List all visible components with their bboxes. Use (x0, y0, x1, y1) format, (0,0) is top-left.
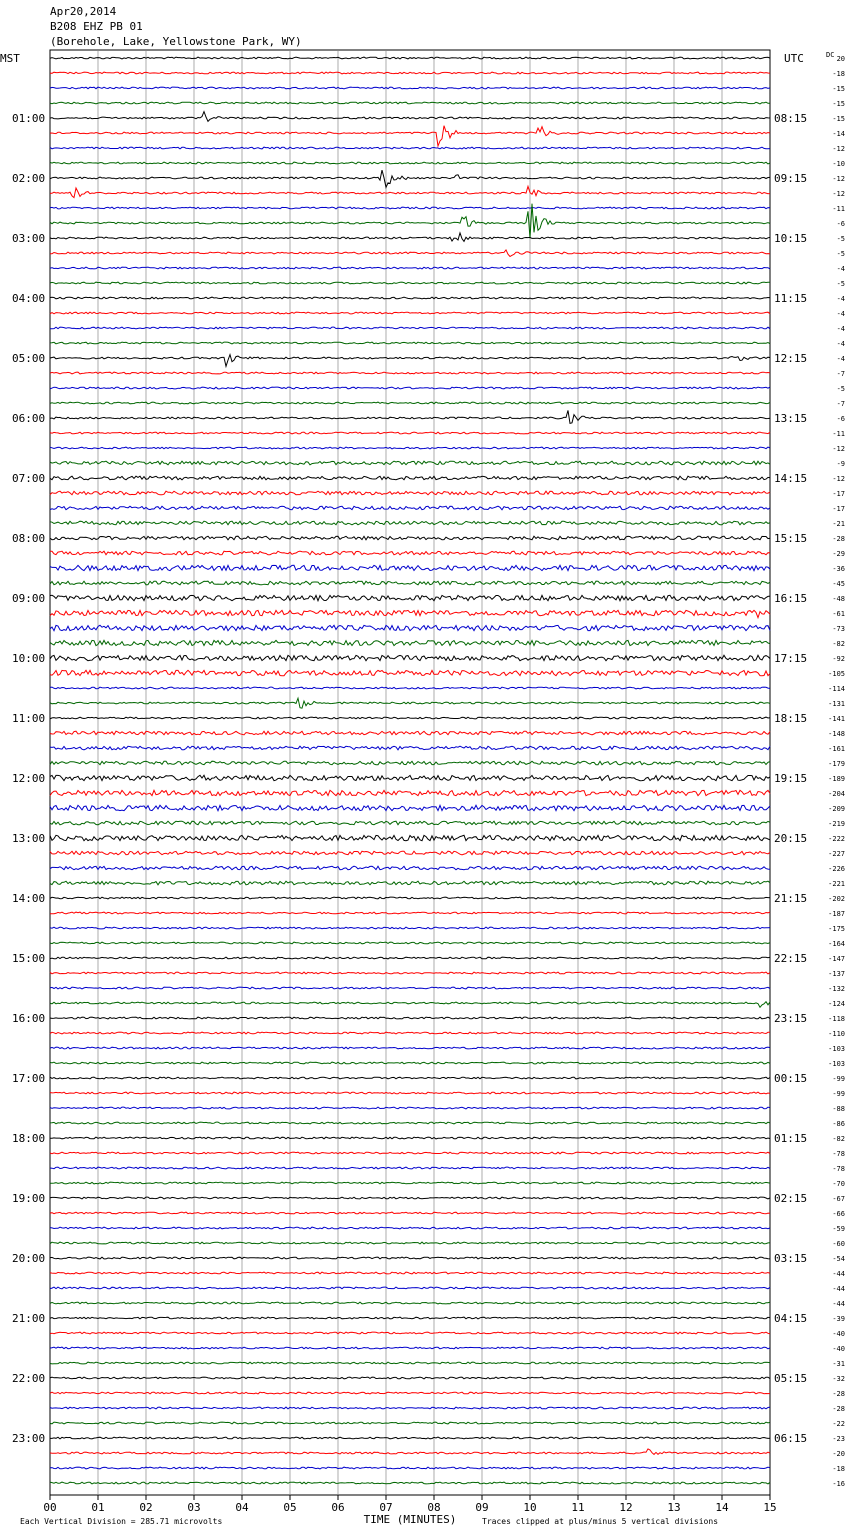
trace-47 (50, 761, 770, 765)
trace-78 (50, 1227, 770, 1229)
plot-frame (50, 50, 770, 1495)
trace-29 (50, 491, 770, 495)
dc-offset-value: -82 (832, 640, 845, 648)
x-axis-title: TIME (MINUTES) (363, 1513, 457, 1526)
utc-hour-label: 15:15 (774, 532, 808, 545)
utc-hour-label: 00:15 (774, 1072, 808, 1085)
utc-axis-label: UTC (784, 52, 804, 65)
utc-hour-label: 06:15 (774, 1432, 808, 1445)
dc-offset-value: -78 (832, 1150, 845, 1158)
trace-79 (50, 1242, 770, 1244)
trace-2 (50, 87, 770, 89)
trace-75 (50, 1182, 770, 1184)
dc-offset-value: -9 (836, 460, 845, 468)
mst-hour-label: 07:00 (12, 472, 46, 485)
mst-hour-label: 03:00 (12, 232, 46, 245)
mst-hour-label: 16:00 (12, 1012, 46, 1025)
trace-22 (50, 387, 770, 389)
dc-offset-value: -44 (832, 1300, 845, 1308)
trace-93 (50, 1449, 770, 1455)
dc-offset-value: -99 (832, 1075, 845, 1083)
dc-offset-value: -12 (832, 190, 845, 198)
dc-offset-value: -61 (832, 610, 845, 618)
mst-hour-label: 19:00 (12, 1192, 46, 1205)
trace-65 (50, 1032, 770, 1034)
trace-51 (50, 821, 770, 825)
dc-offset-value: -40 (832, 1330, 845, 1338)
dc-offset-value: -227 (828, 850, 845, 858)
plot-location: (Borehole, Lake, Yellowstone Park, WY) (50, 35, 302, 48)
trace-38 (50, 625, 770, 630)
trace-90 (50, 1407, 770, 1409)
trace-5 (50, 126, 770, 146)
trace-59 (50, 942, 770, 944)
utc-hour-label: 01:15 (774, 1132, 808, 1145)
x-tick-label: 05 (283, 1501, 297, 1514)
clip-note: Traces clipped at plus/minus 5 vertical divisions (482, 1517, 719, 1526)
mst-hour-label: 15:00 (12, 952, 46, 965)
utc-hour-label: 16:15 (774, 592, 808, 605)
dc-offset-value: -18 (832, 1465, 845, 1473)
trace-88 (50, 1377, 770, 1379)
dc-offset-value: -78 (832, 1165, 845, 1173)
dc-offset-value: -60 (832, 1240, 845, 1248)
dc-offset-value: -164 (828, 940, 845, 948)
trace-74 (50, 1167, 770, 1169)
utc-hour-label: 21:15 (774, 892, 808, 905)
trace-31 (50, 521, 770, 525)
trace-0 (50, 57, 770, 59)
x-tick-label: 09 (475, 1501, 489, 1514)
trace-84 (50, 1317, 770, 1319)
trace-56 (50, 897, 770, 899)
dc-offset-value: -114 (828, 685, 845, 693)
dc-offset-value: -110 (828, 1030, 845, 1038)
dc-offset-value: -131 (828, 700, 845, 708)
trace-19 (50, 342, 770, 344)
dc-offset-value: -14 (832, 130, 845, 138)
trace-20 (50, 355, 770, 367)
trace-76 (50, 1197, 770, 1199)
trace-30 (50, 506, 770, 510)
dc-offset-value: -161 (828, 745, 845, 753)
mst-hour-label: 21:00 (12, 1312, 46, 1325)
trace-32 (50, 536, 770, 540)
trace-69 (50, 1092, 770, 1094)
dc-offset-value: -23 (832, 1435, 845, 1443)
trace-45 (50, 731, 770, 735)
x-tick-label: 04 (235, 1501, 249, 1514)
utc-hour-label: 13:15 (774, 412, 808, 425)
x-tick-label: 14 (715, 1501, 729, 1514)
trace-54 (50, 866, 770, 870)
dc-offset-value: -202 (828, 895, 845, 903)
utc-hour-label: 20:15 (774, 832, 808, 845)
trace-1 (50, 72, 770, 74)
dc-offset-value: -148 (828, 730, 845, 738)
dc-offset-value: -40 (832, 1345, 845, 1353)
x-tick-label: 15 (763, 1501, 777, 1514)
trace-18 (50, 327, 770, 329)
x-tick-label: 01 (91, 1501, 105, 1514)
mst-hour-label: 06:00 (12, 412, 46, 425)
dc-offset-value: -28 (832, 535, 845, 543)
dc-offset-value: -16 (832, 1480, 845, 1488)
utc-hour-label: 11:15 (774, 292, 808, 305)
dc-offset-value: -219 (828, 820, 845, 828)
trace-77 (50, 1212, 770, 1214)
x-tick-label: 11 (571, 1501, 585, 1514)
utc-hour-label: 23:15 (774, 1012, 808, 1025)
dc-offset-value: -179 (828, 760, 845, 768)
trace-52 (50, 835, 770, 840)
dc-offset-value: -18 (832, 70, 845, 78)
utc-hour-label: 05:15 (774, 1372, 808, 1385)
trace-14 (50, 267, 770, 269)
trace-6 (50, 147, 770, 149)
trace-42 (50, 687, 770, 689)
mst-hour-label: 01:00 (12, 112, 46, 125)
dc-offset-value: -92 (832, 655, 845, 663)
mst-hour-label: 11:00 (12, 712, 46, 725)
dc-offset-value: -39 (832, 1315, 845, 1323)
trace-40 (50, 655, 770, 660)
trace-33 (50, 551, 770, 555)
dc-offset-value: -4 (836, 295, 845, 303)
dc-offset-value: -70 (832, 1180, 845, 1188)
mst-hour-label: 14:00 (12, 892, 46, 905)
dc-offset-value: -28 (832, 1390, 845, 1398)
dc-offset-value: -141 (828, 715, 845, 723)
trace-55 (50, 881, 770, 885)
trace-68 (50, 1077, 770, 1079)
dc-offset-value: -4 (836, 355, 845, 363)
scale-note: Each Vertical Division = 285.71 microvolts (20, 1517, 223, 1526)
trace-83 (50, 1302, 770, 1304)
dc-offset-value: -15 (832, 85, 845, 93)
trace-71 (50, 1122, 770, 1124)
trace-7 (50, 162, 770, 164)
trace-92 (50, 1437, 770, 1439)
dc-offset-value: -82 (832, 1135, 845, 1143)
trace-10 (50, 207, 770, 209)
trace-53 (50, 851, 770, 855)
utc-hour-label: 22:15 (774, 952, 808, 965)
utc-hour-label: 17:15 (774, 652, 808, 665)
dc-offset-value: -4 (836, 340, 845, 348)
plot-station: B208 EHZ PB 01 (50, 20, 143, 33)
dc-offset-value: -17 (832, 505, 845, 513)
dc-offset-value: -118 (828, 1015, 845, 1023)
dc-offset-value: -5 (836, 250, 845, 258)
trace-50 (50, 805, 770, 810)
utc-hour-label: 14:15 (774, 472, 808, 485)
dc-offset-value: -4 (836, 325, 845, 333)
dc-offset-value: -44 (832, 1270, 845, 1278)
x-tick-label: 00 (43, 1501, 57, 1514)
trace-25 (50, 432, 770, 434)
dc-offset-value: -147 (828, 955, 845, 963)
utc-hour-label: 04:15 (774, 1312, 808, 1325)
dc-offset-value: -6 (836, 220, 845, 228)
trace-15 (50, 282, 770, 284)
dc-offset-value: -226 (828, 865, 845, 873)
trace-95 (50, 1482, 770, 1484)
utc-hour-label: 10:15 (774, 232, 808, 245)
dc-offset-value: -103 (828, 1060, 845, 1068)
trace-94 (50, 1467, 770, 1469)
dc-offset-value: -67 (832, 1195, 845, 1203)
trace-67 (50, 1062, 770, 1064)
x-tick-label: 13 (667, 1501, 681, 1514)
trace-81 (50, 1272, 770, 1274)
trace-39 (50, 640, 770, 645)
mst-hour-label: 08:00 (12, 532, 46, 545)
utc-hour-label: 09:15 (774, 172, 808, 185)
trace-17 (50, 312, 770, 314)
x-tick-label: 08 (427, 1501, 441, 1514)
trace-70 (50, 1107, 770, 1109)
trace-57 (50, 912, 770, 914)
trace-26 (50, 447, 770, 449)
trace-27 (50, 461, 770, 465)
trace-35 (50, 581, 770, 585)
dc-offset-value: -28 (832, 1405, 845, 1413)
mst-hour-label: 05:00 (12, 352, 46, 365)
trace-60 (50, 957, 770, 959)
dc-offset-value: -5 (836, 385, 845, 393)
trace-3 (50, 102, 770, 104)
dc-offset-value: -132 (828, 985, 845, 993)
trace-62 (50, 987, 770, 989)
utc-hour-label: 08:15 (774, 112, 808, 125)
trace-86 (50, 1347, 770, 1349)
dc-offset-value: 20 (836, 55, 845, 63)
dc-offset-value: -7 (836, 400, 845, 408)
dc-offset-value: -204 (828, 790, 845, 798)
mst-hour-label: 04:00 (12, 292, 46, 305)
x-tick-label: 07 (379, 1501, 393, 1514)
dc-offset-value: -4 (836, 310, 845, 318)
mst-hour-label: 12:00 (12, 772, 46, 785)
utc-hour-label: 12:15 (774, 352, 808, 365)
dc-label: DC (826, 51, 835, 59)
dc-offset-value: -105 (828, 670, 845, 678)
dc-offset-value: -5 (836, 235, 845, 243)
mst-hour-label: 13:00 (12, 832, 46, 845)
mst-hour-label: 17:00 (12, 1072, 46, 1085)
utc-hour-label: 03:15 (774, 1252, 808, 1265)
dc-offset-value: -31 (832, 1360, 845, 1368)
dc-offset-value: -11 (832, 205, 845, 213)
dc-offset-value: -12 (832, 445, 845, 453)
trace-85 (50, 1332, 770, 1334)
dc-offset-value: -44 (832, 1285, 845, 1293)
dc-offset-value: -103 (828, 1045, 845, 1053)
trace-8 (50, 170, 770, 187)
dc-offset-value: -29 (832, 550, 845, 558)
dc-offset-value: -20 (832, 1450, 845, 1458)
mst-axis-label: MST (0, 52, 20, 65)
dc-offset-value: -5 (836, 280, 845, 288)
dc-offset-value: -7 (836, 370, 845, 378)
x-tick-label: 02 (139, 1501, 153, 1514)
utc-hour-label: 18:15 (774, 712, 808, 725)
trace-80 (50, 1257, 770, 1259)
dc-offset-value: -54 (832, 1255, 845, 1263)
trace-4 (50, 112, 770, 122)
dc-offset-value: -11 (832, 430, 845, 438)
trace-43 (50, 698, 770, 708)
trace-66 (50, 1047, 770, 1049)
dc-offset-value: -73 (832, 625, 845, 633)
x-tick-label: 12 (619, 1501, 633, 1514)
mst-hour-label: 18:00 (12, 1132, 46, 1145)
trace-46 (50, 746, 770, 750)
trace-21 (50, 372, 770, 374)
trace-48 (50, 775, 770, 780)
dc-offset-value: -221 (828, 880, 845, 888)
trace-34 (50, 565, 770, 570)
dc-offset-value: -15 (832, 100, 845, 108)
x-tick-label: 06 (331, 1501, 345, 1514)
dc-offset-value: -66 (832, 1210, 845, 1218)
trace-61 (50, 972, 770, 974)
trace-23 (50, 402, 770, 404)
trace-28 (50, 476, 770, 480)
dc-offset-value: -6 (836, 415, 845, 423)
utc-hour-label: 02:15 (774, 1192, 808, 1205)
mst-hour-label: 10:00 (12, 652, 46, 665)
trace-73 (50, 1152, 770, 1154)
trace-12 (50, 233, 770, 242)
dc-offset-value: -21 (832, 520, 845, 528)
trace-72 (50, 1137, 770, 1139)
trace-24 (50, 410, 770, 423)
dc-offset-value: -48 (832, 595, 845, 603)
dc-offset-value: -15 (832, 115, 845, 123)
trace-41 (50, 670, 770, 675)
dc-offset-value: -10 (832, 160, 845, 168)
mst-hour-label: 09:00 (12, 592, 46, 605)
trace-91 (50, 1422, 770, 1424)
trace-44 (50, 717, 770, 719)
dc-offset-value: -4 (836, 265, 845, 273)
dc-offset-value: -17 (832, 490, 845, 498)
dc-offset-value: -189 (828, 775, 845, 783)
x-tick-label: 03 (187, 1501, 201, 1514)
trace-9 (50, 186, 770, 197)
trace-89 (50, 1392, 770, 1394)
dc-offset-value: -45 (832, 580, 845, 588)
trace-63 (50, 1002, 770, 1008)
mst-hour-label: 02:00 (12, 172, 46, 185)
dc-offset-value: -12 (832, 145, 845, 153)
dc-offset-value: -22 (832, 1420, 845, 1428)
dc-offset-value: -32 (832, 1375, 845, 1383)
dc-offset-value: -12 (832, 475, 845, 483)
x-tick-label: 10 (523, 1501, 537, 1514)
trace-64 (50, 1017, 770, 1019)
dc-offset-value: -209 (828, 805, 845, 813)
trace-58 (50, 927, 770, 929)
trace-13 (50, 250, 770, 257)
mst-hour-label: 20:00 (12, 1252, 46, 1265)
trace-49 (50, 790, 770, 795)
dc-offset-value: -187 (828, 910, 845, 918)
trace-16 (50, 297, 770, 299)
dc-offset-value: -99 (832, 1090, 845, 1098)
plot-date: Apr20,2014 (50, 5, 117, 18)
mst-hour-label: 22:00 (12, 1372, 46, 1385)
mst-hour-label: 23:00 (12, 1432, 46, 1445)
trace-36 (50, 595, 770, 600)
dc-offset-value: -88 (832, 1105, 845, 1113)
dc-offset-value: -175 (828, 925, 845, 933)
utc-hour-label: 19:15 (774, 772, 808, 785)
dc-offset-value: -59 (832, 1225, 845, 1233)
dc-offset-value: -86 (832, 1120, 845, 1128)
trace-87 (50, 1362, 770, 1364)
dc-offset-value: -222 (828, 835, 845, 843)
trace-37 (50, 610, 770, 617)
trace-82 (50, 1287, 770, 1289)
dc-offset-value: -124 (828, 1000, 845, 1008)
dc-offset-value: -137 (828, 970, 845, 978)
dc-offset-value: -36 (832, 565, 845, 573)
dc-offset-value: -12 (832, 175, 845, 183)
